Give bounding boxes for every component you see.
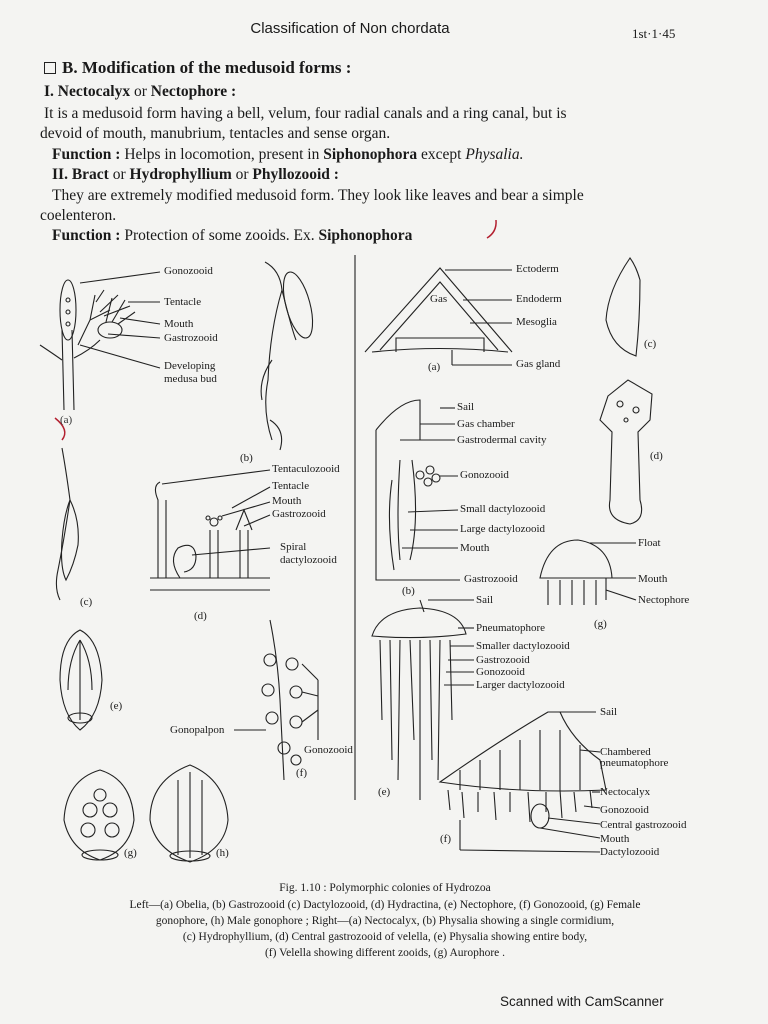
figure-caption-line4: (c) Hydrophyllium, (d) Central gastrozooid of velella, (e) Physalia showing entire body, xyxy=(182,931,588,943)
figure-caption-title: Fig. 1.10 : Polymorphic colonies of Hydrozoa xyxy=(279,882,491,894)
item2-or1: or xyxy=(112,166,126,183)
item1-func-italic: Physalia. xyxy=(465,146,524,163)
section-heading-text: B. Modification of the medusoid forms : xyxy=(62,58,352,77)
item2-or2: or xyxy=(235,166,249,183)
label-a-left: (a) xyxy=(60,414,73,426)
label-developing: Developing xyxy=(164,360,216,372)
label-mouth-f: Mouth xyxy=(600,833,630,845)
label-gas: Gas xyxy=(430,293,448,305)
label-pneumatophore: Pneumatophore xyxy=(476,622,546,634)
physalia-cormidium-drawing xyxy=(376,400,460,580)
gastrozooid-drawing xyxy=(261,262,318,450)
label-e-left: (e) xyxy=(110,700,123,712)
label-sail-f: Sail xyxy=(600,706,618,718)
item2-alt2: Phyllozooid : xyxy=(252,166,339,183)
label-gonozooid-f-right: Gonozooid xyxy=(600,804,649,816)
item2-func-text: Protection of some zooids. Ex. xyxy=(124,227,315,244)
pen-tick-mark xyxy=(487,220,496,238)
item2-num: II. xyxy=(52,166,68,183)
label-endoderm: Endoderm xyxy=(516,293,562,305)
label-chambered: Chambered xyxy=(600,746,651,758)
label-central-gastrozooid: Central gastrozooid xyxy=(600,819,687,831)
label-g-right: (g) xyxy=(594,618,607,630)
label-gastrodermal-cavity: Gastrodermal cavity xyxy=(457,434,547,446)
label-smaller-dactylozooid: Smaller dactylozooid xyxy=(476,640,570,652)
label-sail: Sail xyxy=(457,401,475,413)
label-spiral: Spiral xyxy=(280,541,307,553)
hydractinia-drawing xyxy=(150,470,270,590)
label-gonopalpon: Gonopalpon xyxy=(170,724,225,736)
label-gastrozooid-d: Gastrozooid xyxy=(272,508,326,520)
label-h-left: (h) xyxy=(216,847,229,859)
label-e-right: (e) xyxy=(378,786,391,798)
label-mouth-g: Mouth xyxy=(638,573,668,585)
label-larger-dactylozooid: Larger dactylozooid xyxy=(476,679,565,691)
item1-desc-line1: It is a medusoid form having a bell, velum, four radial canals and a ring canal, but is xyxy=(44,105,567,122)
label-nectocalyx: Nectocalyx xyxy=(600,786,651,798)
gonozooid-drawing xyxy=(234,620,318,780)
label-d-right: (d) xyxy=(650,450,663,462)
label-large-dactylozooid: Large dactylozooid xyxy=(460,523,546,535)
label-mouth: Mouth xyxy=(164,318,194,330)
nectophore-drawing xyxy=(60,630,102,730)
velella-drawing xyxy=(440,712,606,852)
figure-caption-line3: gonophore, (h) Male gonophore ; Right—(a) Nectocalyx, (b) Physalia showing a single cormidium, xyxy=(155,915,615,927)
label-c-right: (c) xyxy=(644,338,657,350)
obelia-drawing xyxy=(40,272,160,410)
item2-func-label: Function : xyxy=(52,227,121,244)
label-ectoderm: Ectoderm xyxy=(516,263,559,275)
physalia-entire-drawing xyxy=(372,600,474,800)
label-nectophore: Nectophore xyxy=(638,594,690,606)
hydrophyllium-drawing xyxy=(606,258,640,356)
label-gastrozooid: Gastrozooid xyxy=(164,332,218,344)
item1-alt: Nectophore : xyxy=(150,83,237,100)
aurophore-drawing xyxy=(540,540,636,605)
item2-func-bold: Siphonophora xyxy=(318,227,413,244)
label-f-right: (f) xyxy=(440,833,451,845)
item1-func-except: except xyxy=(421,146,462,163)
item2-name: Bract xyxy=(71,166,109,183)
label-g-left: (g) xyxy=(124,847,137,859)
label-gas-gland: Gas gland xyxy=(516,358,561,370)
item2-alt1: Hydrophyllium xyxy=(129,166,232,183)
label-f-left: (f) xyxy=(296,767,307,779)
label-gastrozooid-e: Gastrozooid xyxy=(476,654,530,666)
label-tentaculozooid: Tentaculozooid xyxy=(272,463,340,475)
label-dactylozooid: Dactylozooid xyxy=(600,846,660,858)
label-tentacle-d: Tentacle xyxy=(272,480,310,492)
nectocalyx-section-drawing xyxy=(365,268,512,365)
item2-desc-line1: They are extremely modified medusoid form. They look like leaves and bear a simple xyxy=(52,187,584,204)
label-gonozooid: Gonozooid xyxy=(164,265,213,277)
item1-name: Nectocalyx xyxy=(57,83,131,100)
label-b-left: (b) xyxy=(240,452,253,464)
label-mouth-b: Mouth xyxy=(460,542,490,554)
item1-func-bold: Siphonophora xyxy=(323,146,418,163)
figure-caption-line5: (f) Velella showing different zooids, (g) Aurophore . xyxy=(264,947,506,959)
item1-num: I. xyxy=(44,83,54,100)
dactylozooid-drawing xyxy=(56,448,78,600)
label-small-dactylozooid: Small dactylozooid xyxy=(460,503,546,515)
item1-func-text: Helps in locomotion, present in xyxy=(124,146,320,163)
page-number: 1st·1·45 xyxy=(632,26,676,41)
label-d-left: (d) xyxy=(194,610,207,622)
label-mouth-d: Mouth xyxy=(272,495,302,507)
label-gonozooid-b: Gonozooid xyxy=(460,469,509,481)
velella-gastrozooid-drawing xyxy=(600,380,652,524)
item1-func-label: Function : xyxy=(52,146,121,163)
label-gastrozooid-b: Gastrozooid xyxy=(464,573,518,585)
label-c-left: (c) xyxy=(80,596,93,608)
camscanner-watermark: Scanned with CamScanner xyxy=(500,994,664,1009)
figure-caption-line2: Left—(a) Obelia, (b) Gastrozooid (c) Dactylozooid, (d) Hydractina, (e) Nectophore, (f) Gonozooid, (g) Female xyxy=(129,899,641,911)
label-sail-e: Sail xyxy=(476,594,494,606)
label-tentacle: Tentacle xyxy=(164,296,202,308)
label-gonozooid-f: Gonozooid xyxy=(304,744,353,756)
label-a-right: (a) xyxy=(428,361,441,373)
label-gas-chamber: Gas chamber xyxy=(457,418,515,430)
label-medusa-bud: medusa bud xyxy=(164,373,217,385)
label-mesoglia: Mesoglia xyxy=(516,316,557,328)
label-gonozooid-e: Gonozooid xyxy=(476,666,525,678)
label-b-right: (b) xyxy=(402,585,415,597)
label-chambered-pneumatophore: pneumatophore xyxy=(600,757,669,769)
item1-desc-line2: devoid of mouth, manubrium, tentacles and sense organ. xyxy=(40,125,391,142)
item2-desc-line2: coelenteron. xyxy=(40,207,117,224)
item1-or: or xyxy=(133,83,147,100)
label-float: Float xyxy=(638,537,661,549)
label-spiral-dactylozooid: dactylozooid xyxy=(280,554,337,566)
page-header-title: Classification of Non chordata xyxy=(250,20,450,37)
